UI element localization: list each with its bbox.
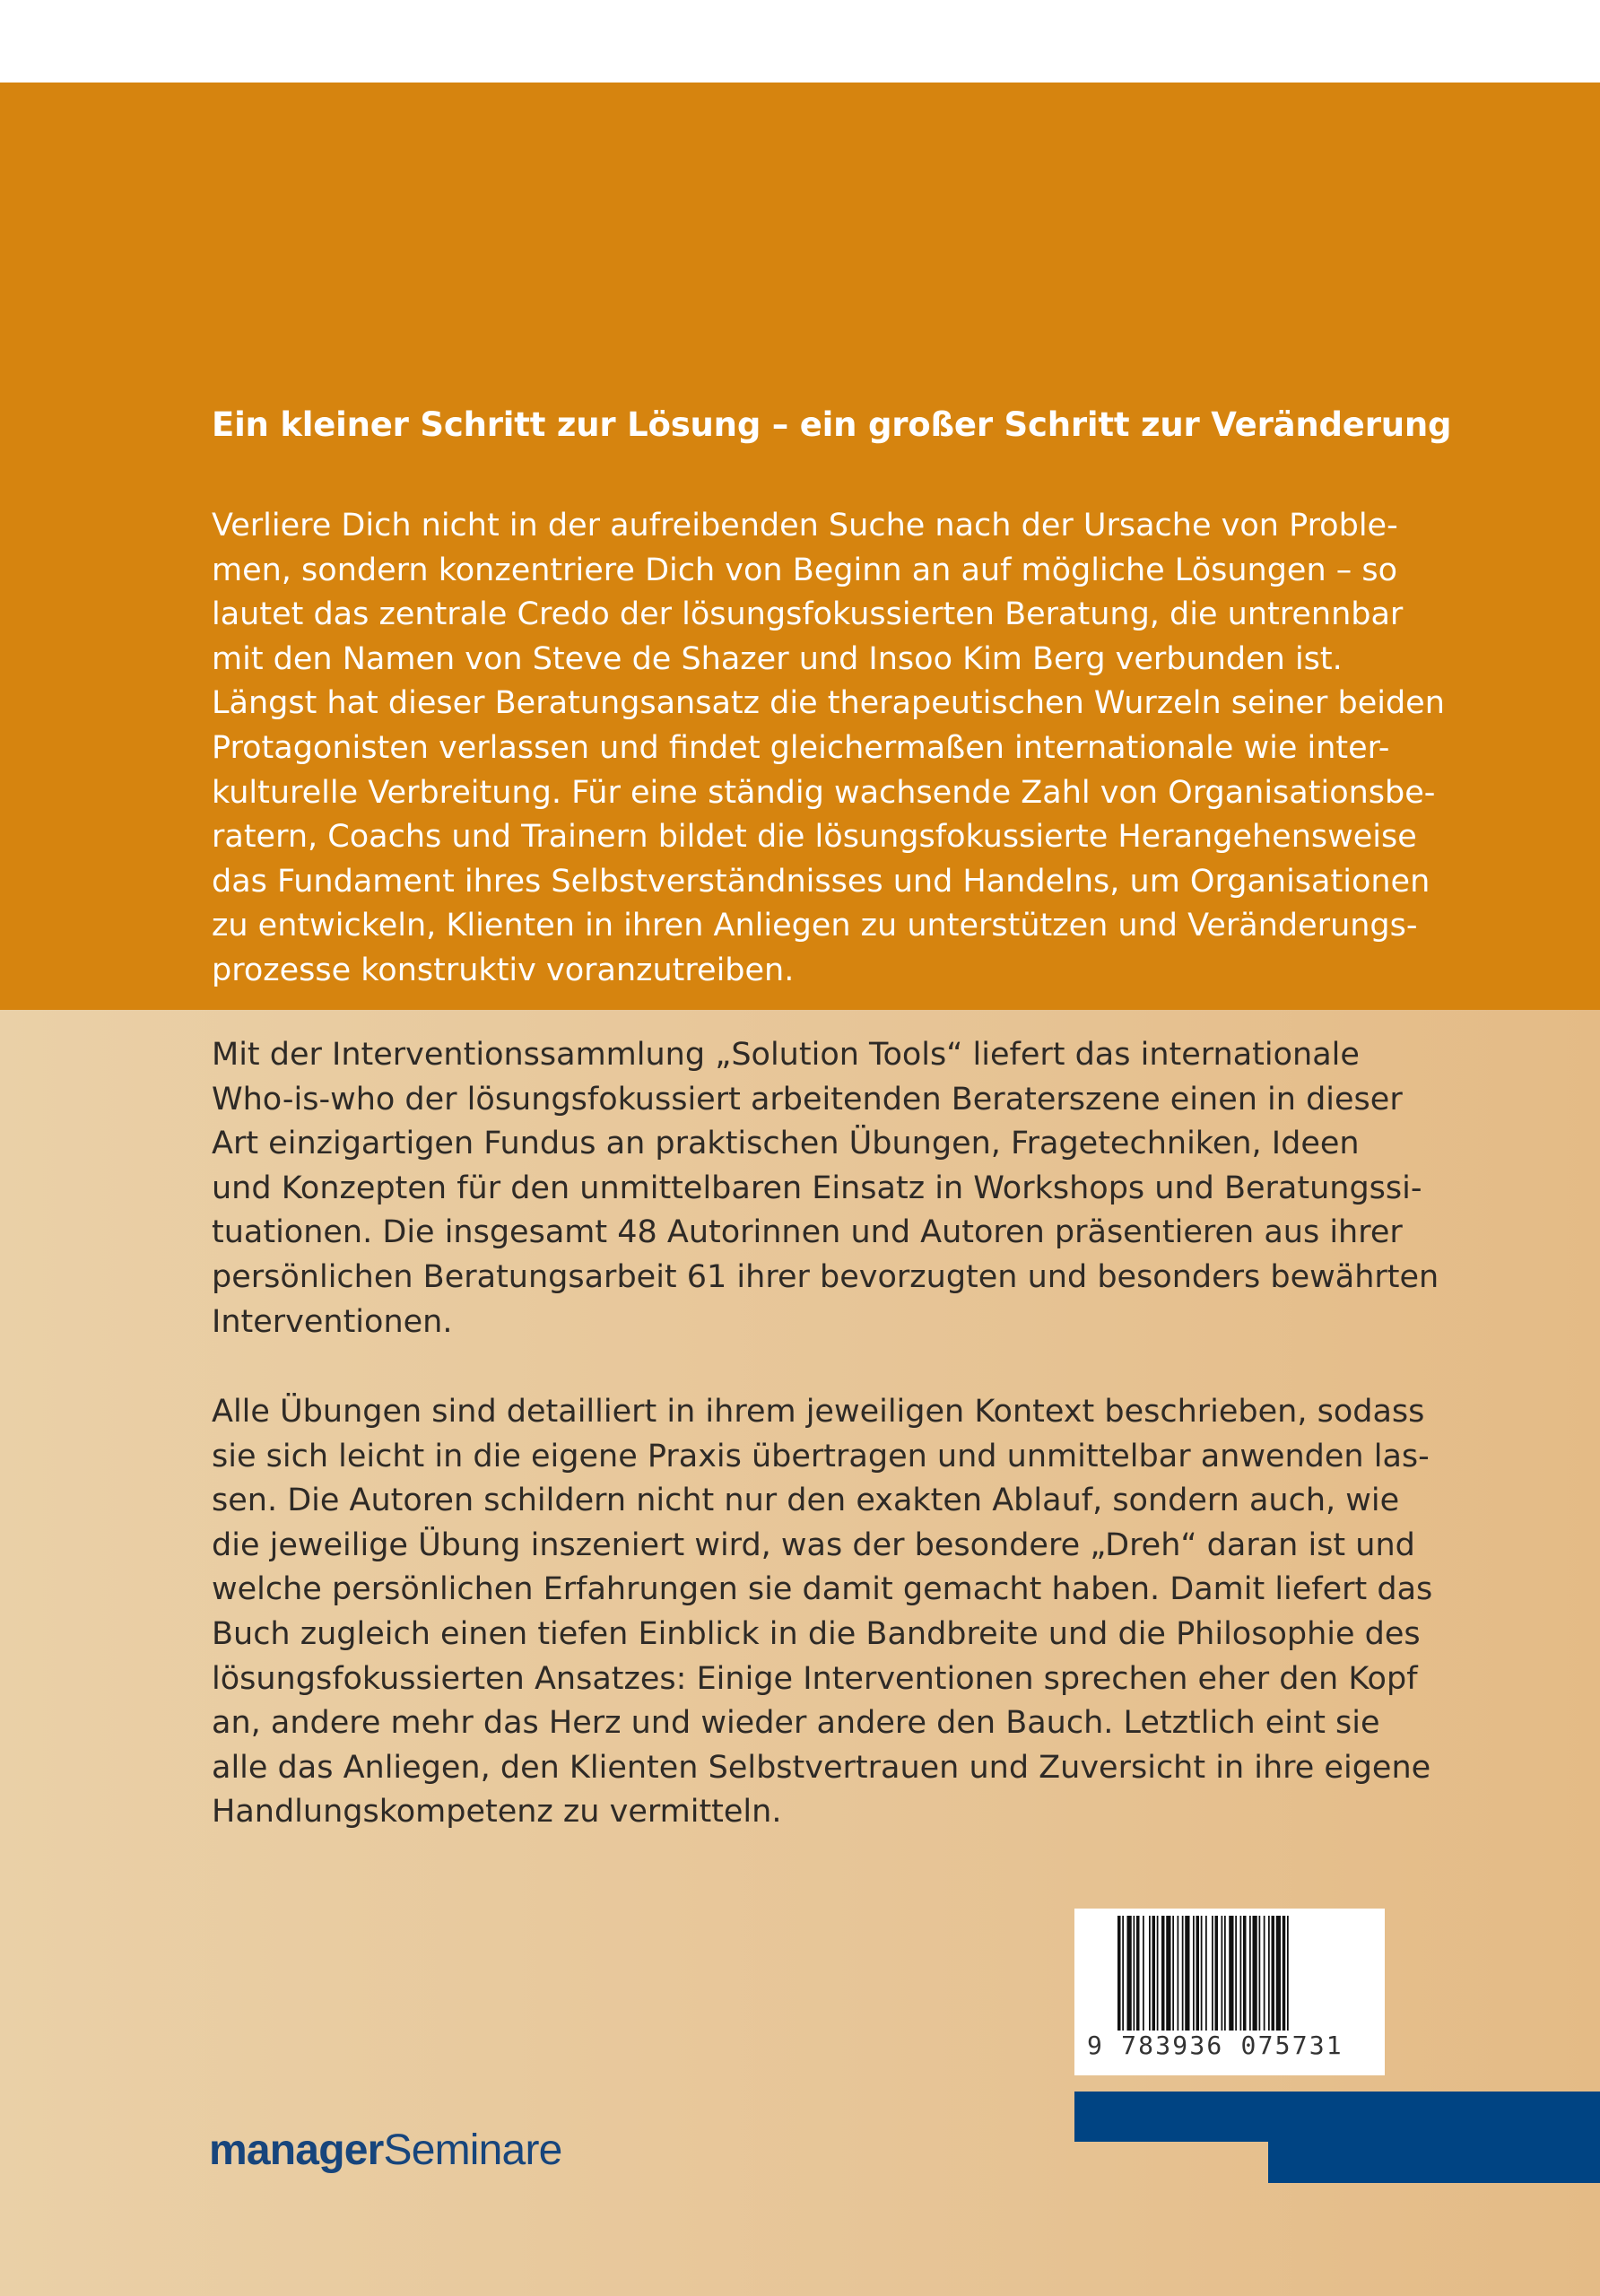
text-line: welche persönlichen Erfahrungen sie damit gemacht haben. Damit liefert das <box>212 1571 1433 1608</box>
orange-panel <box>0 83 1600 1010</box>
text-line: sie sich leicht in die eigene Praxis übertragen und unmittelbar anwenden las- <box>212 1438 1430 1474</box>
text-line: alle das Anliegen, den Klienten Selbstvertrauen und Zuversicht in ihre eigene <box>212 1749 1431 1786</box>
text-line: prozesse konstruktiv voranzutreiben. <box>212 952 795 988</box>
text-line: Mit der Interventionssammlung „Solution Tools“ liefert das internationale <box>212 1037 1360 1073</box>
publisher-logo-part2: Seminare <box>383 2126 562 2174</box>
text-line: die jeweilige Übung inszeniert wird, was der besondere „Dreh“ daran ist und <box>212 1526 1415 1563</box>
intro-paragraph <box>212 504 1445 994</box>
text-line: mit den Namen von Steve de Shazer und Insoo Kim Berg verbunden ist. <box>212 640 1343 677</box>
text-line: Längst hat dieser Beratungsansatz die therapeutischen Wurzeln seiner beiden <box>212 685 1445 722</box>
text-line: und Konzepten für den unmittelbaren Einsatz in Workshops und Beratungssi- <box>212 1170 1422 1206</box>
text-line: persönlichen Beratungsarbeit 61 ihrer bevorzugten und besonders bewährten <box>212 1258 1439 1295</box>
text-line: zu entwickeln, Klienten in ihren Anliegen zu unterstützen und Veränderungs- <box>212 908 1418 944</box>
text-line: an, andere mehr das Herz und wieder andere den Bauch. Letztlich eint sie <box>212 1705 1380 1742</box>
blue-accent-bar <box>1074 2092 1600 2142</box>
book-back-cover <box>0 83 1600 2296</box>
body-paragraph-2 <box>212 1390 1433 1835</box>
text-line: men, sondern konzentriere Dich von Beginn an auf mögliche Lösungen – so <box>212 552 1398 588</box>
text-line: Buch zugleich einen tiefen Einblick in die Bandbreite und die Philosophie des <box>212 1615 1421 1652</box>
body-paragraph-1 <box>212 1033 1439 1344</box>
text-line: lautet das zentrale Credo der lösungsfokussierten Beratung, die untrennbar <box>212 596 1404 633</box>
barcode-bars-icon <box>1117 1916 1342 2031</box>
text-line: Handlungskompetenz zu vermitteln. <box>212 1794 782 1831</box>
text-line: Interventionen. <box>212 1303 453 1340</box>
text-line: Verliere Dich nicht in der aufreibenden Suche nach der Ursache von Proble- <box>212 508 1398 544</box>
text-line: Art einzigartigen Fundus an praktischen Übungen, Fragetechniken, Ideen <box>212 1126 1360 1162</box>
isbn-barcode <box>1074 1909 1385 2075</box>
blue-accent-bar-lower <box>1268 2142 1600 2183</box>
text-line: ratern, Coachs und Trainern bildet die lösungsfokussierte Herangehensweise <box>212 819 1417 856</box>
barcode-digits: 9 783936 075731 <box>1087 2031 1343 2060</box>
text-line: kulturelle Verbreitung. Für eine ständig wachsende Zahl von Organisationsbe- <box>212 774 1436 811</box>
text-line: das Fundament ihres Selbstverständnisses und Handelns, um Organisationen <box>212 863 1430 900</box>
publisher-logo-part1: manager <box>209 2126 384 2174</box>
text-line: Protagonisten verlassen und findet gleichermaßen internationale wie inter- <box>212 729 1390 766</box>
text-line: lösungsfokussierten Ansatzes: Einige Interventionen sprechen eher den Kopf <box>212 1660 1418 1697</box>
text-line: Who-is-who der lösungsfokussiert arbeitenden Beraterszene einen in dieser <box>212 1081 1403 1118</box>
text-line: sen. Die Autoren schildern nicht nur den exakten Ablauf, sondern auch, wie <box>212 1483 1400 1519</box>
headline: Ein kleiner Schritt zur Lösung – ein großer Schritt zur Veränderung <box>212 405 1452 444</box>
text-line: Alle Übungen sind detailliert in ihrem jeweiligen Kontext beschrieben, sodass <box>212 1394 1425 1430</box>
text-line: tuationen. Die insgesamt 48 Autorinnen und Autoren präsentieren aus ihrer <box>212 1214 1403 1251</box>
publisher-logo <box>209 2126 562 2175</box>
